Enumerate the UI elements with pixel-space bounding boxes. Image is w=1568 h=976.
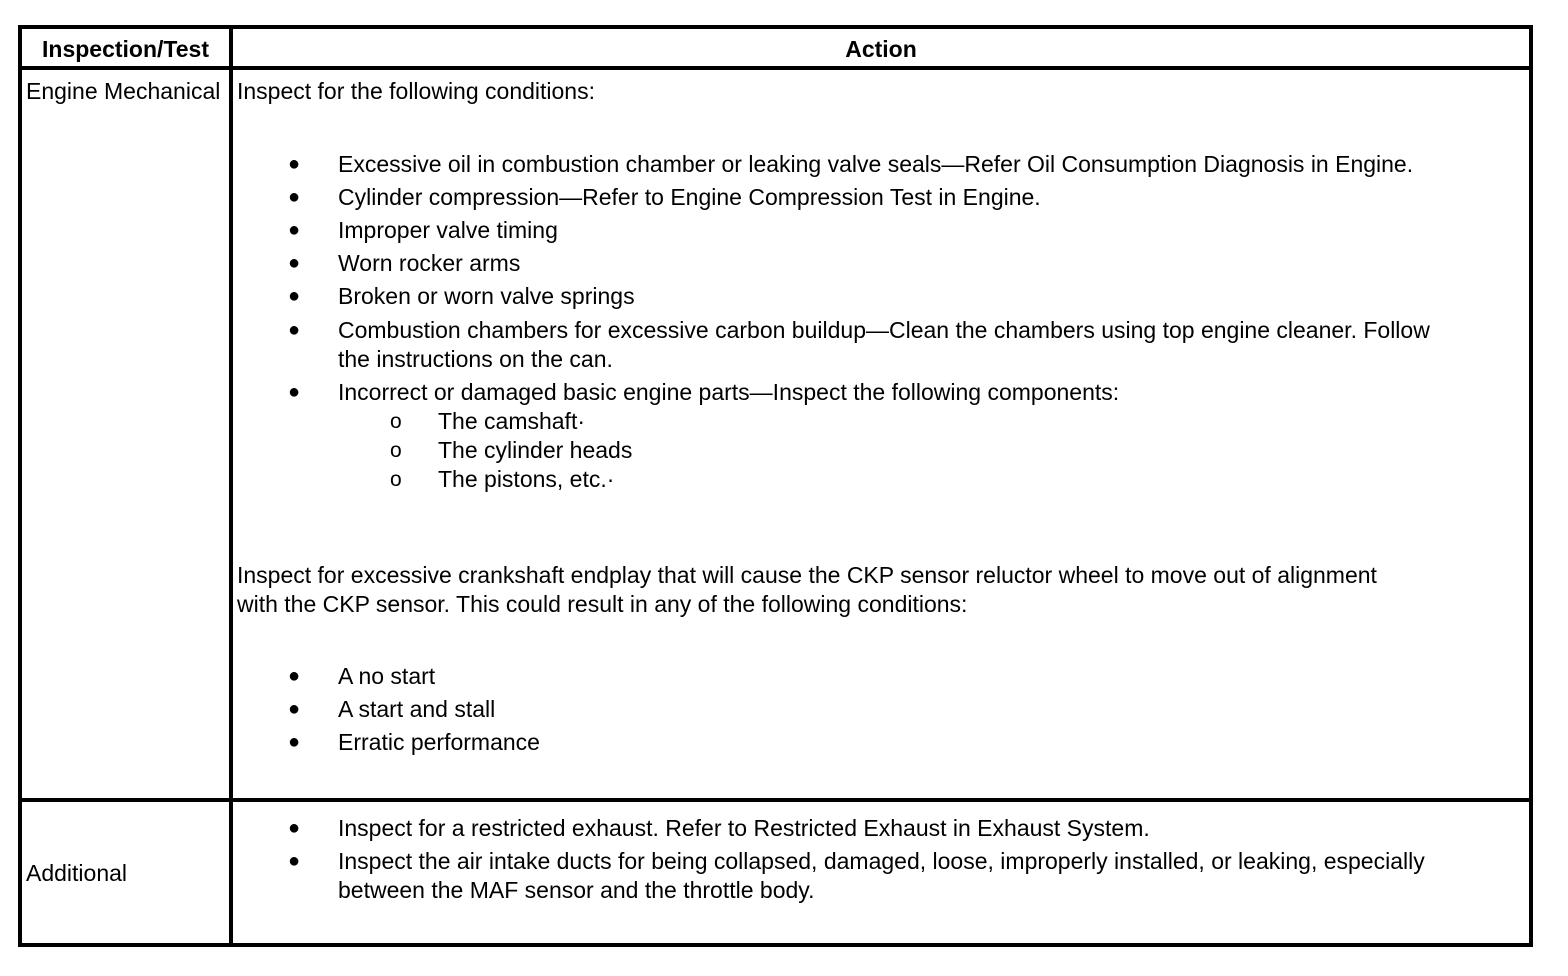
crankshaft-text-continuation: with the CKP sensor. This could result in any of the following conditions: — [237, 591, 968, 617]
crankshaft-text: Inspect for excessive crankshaft endplay that will cause the CKP sensor reluctor wheel to move out of alignment — [237, 562, 1377, 588]
bullet-icon: ● — [288, 219, 301, 241]
list-item: A start and stall — [338, 696, 496, 722]
row-label-additional: Additional — [26, 860, 128, 886]
bullet-icon: ● — [288, 665, 301, 687]
bullet-icon: ● — [288, 817, 301, 839]
row-divider — [22, 798, 1529, 802]
list-item: Improper valve timing — [338, 217, 558, 243]
intro-text: Inspect for the following conditions: — [237, 78, 595, 104]
column-divider — [229, 29, 233, 943]
bullet-icon: ● — [288, 186, 301, 208]
header-inspection-test: Inspection/Test — [42, 36, 209, 62]
bullet-icon: ● — [288, 698, 301, 720]
sub-list-item: The pistons, etc.· — [438, 466, 615, 492]
bullet-icon: ● — [288, 731, 301, 753]
list-item: Combustion chambers for excessive carbon buildup—Clean the chambers using top engine cleaner. Follow — [338, 317, 1430, 343]
list-item-continuation: between the MAF sensor and the throttle body. — [338, 877, 815, 903]
list-item: Broken or worn valve springs — [338, 283, 635, 309]
inspection-table — [18, 25, 1533, 947]
list-item: Inspect for a restricted exhaust. Refer to Restricted Exhaust in Exhaust System. — [338, 815, 1150, 841]
list-item: Cylinder compression—Refer to Engine Compression Test in Engine. — [338, 184, 1041, 210]
list-item: Excessive oil in combustion chamber or leaking valve seals—Refer Oil Consumption Diagnosis in Engine. — [338, 151, 1414, 177]
bullet-icon: ● — [288, 285, 301, 307]
list-item-continuation: the instructions on the can. — [338, 346, 613, 372]
bullet-icon: ● — [288, 252, 301, 274]
sub-list-item: The camshaft· — [438, 408, 585, 434]
bullet-icon: ● — [288, 319, 301, 341]
bullet-icon: ● — [288, 153, 301, 175]
row-label-engine-mechanical: Engine Mechanical — [26, 78, 221, 104]
list-item: Worn rocker arms — [338, 250, 521, 276]
list-item: Inspect the air intake ducts for being collapsed, damaged, loose, improperly installed, or leaking, especially — [338, 848, 1425, 874]
header-action: Action — [845, 36, 917, 62]
sub-list-item: The cylinder heads — [438, 437, 633, 463]
list-item: Incorrect or damaged basic engine parts—Inspect the following components: — [338, 379, 1120, 405]
list-item: Erratic performance — [338, 729, 540, 755]
header-divider — [22, 66, 1529, 70]
list-item: A no start — [338, 663, 436, 689]
bullet-icon: ● — [288, 850, 301, 872]
sub-bullet-icon: o — [390, 468, 402, 491]
sub-bullet-icon: o — [390, 410, 402, 433]
bullet-icon: ● — [288, 381, 301, 403]
sub-bullet-icon: o — [390, 439, 402, 462]
